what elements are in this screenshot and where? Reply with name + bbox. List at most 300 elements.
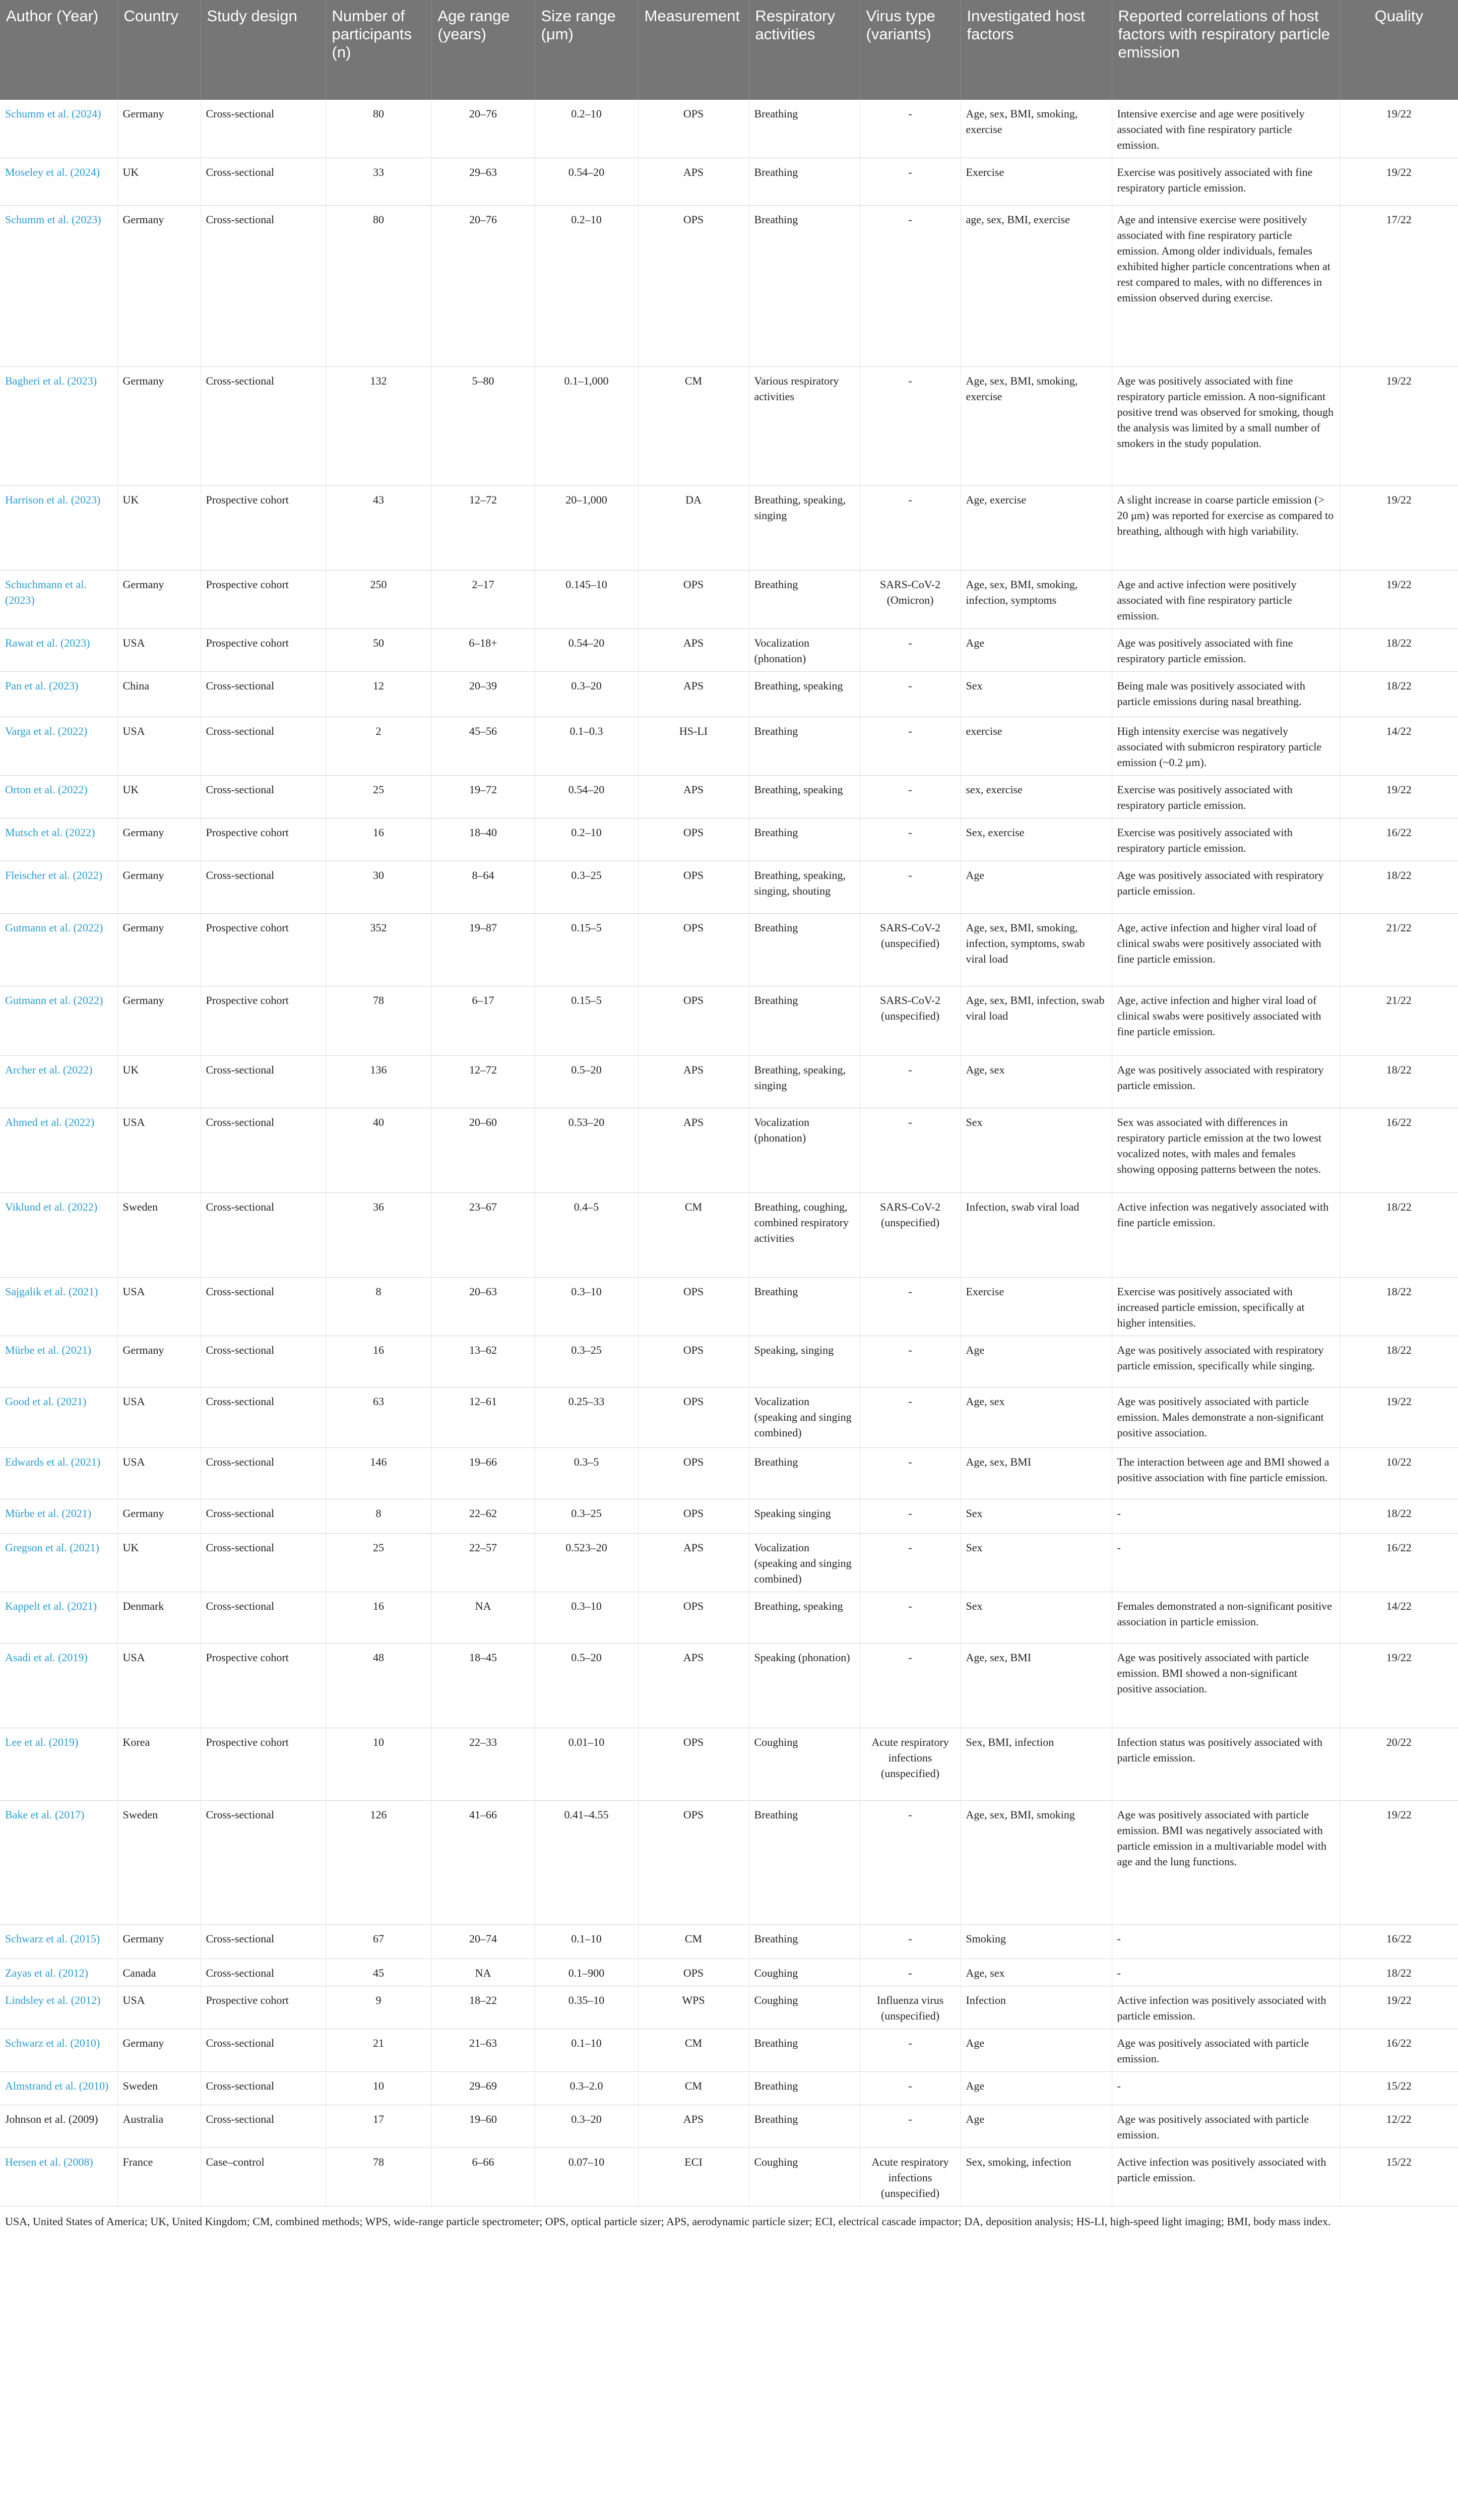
cell-author[interactable]: Gutmann et al. (2022) <box>0 914 117 986</box>
cell-virus-type: - <box>860 158 961 206</box>
cell-measurement: APS <box>638 158 749 206</box>
cell-virus-type: - <box>860 1448 961 1499</box>
cell-host-factors: Age <box>961 629 1112 672</box>
cell-quality: 19/22 <box>1340 486 1458 571</box>
cell-virus-type: - <box>860 776 961 818</box>
cell-virus-type: - <box>860 1056 961 1108</box>
cell-measurement: OPS <box>638 818 749 861</box>
cell-measurement: DA <box>638 486 749 571</box>
header-row <box>0 0 1458 100</box>
cell-study-design: Cross-sectional <box>201 717 326 776</box>
cell-participants: 40 <box>326 1108 431 1193</box>
cell-size-range: 0.41–4.55 <box>535 1801 638 1925</box>
cell-virus-type: SARS-CoV-2 (Omicron) <box>860 571 961 629</box>
cell-measurement: OPS <box>638 986 749 1056</box>
cell-study-design: Prospective cohort <box>201 629 326 672</box>
cell-size-range: 0.3–20 <box>535 672 638 717</box>
cell-correlations: Age was positively associated with particle emission. BMI showed a non-significant positive association. <box>1112 1644 1340 1728</box>
cell-host-factors: exercise <box>961 717 1112 776</box>
cell-participants: 30 <box>326 861 431 914</box>
table-row <box>0 1108 1458 1193</box>
cell-age-range: NA <box>431 1959 535 1986</box>
cell-participants: 63 <box>326 1388 431 1448</box>
cell-host-factors: Age, sex, BMI <box>961 1448 1112 1499</box>
cell-size-range: 0.3–2.0 <box>535 2072 638 2105</box>
table-header <box>0 0 1458 100</box>
cell-study-design: Cross-sectional <box>201 1108 326 1193</box>
cell-participants: 8 <box>326 1499 431 1534</box>
cell-age-range: 20–63 <box>431 1278 535 1336</box>
cell-host-factors: Sex <box>961 1534 1112 1592</box>
cell-participants: 43 <box>326 486 431 571</box>
cell-age-range: 22–33 <box>431 1728 535 1801</box>
cell-age-range: 19–72 <box>431 776 535 818</box>
cell-virus-type: - <box>860 206 961 367</box>
table-row <box>0 1388 1458 1448</box>
cell-respiratory-activities: Breathing, speaking, singing, shouting <box>749 861 860 914</box>
cell-correlations: Intensive exercise and age were positively associated with fine respiratory particle emission. <box>1112 100 1340 158</box>
cell-age-range: 22–62 <box>431 1499 535 1534</box>
cell-size-range: 0.54–20 <box>535 629 638 672</box>
cell-virus-type: - <box>860 818 961 861</box>
cell-participants: 78 <box>326 2148 431 2207</box>
cell-host-factors: Exercise <box>961 1278 1112 1336</box>
cell-correlations: Age was positively associated with particle emission. BMI was negatively associated with particle emission in a multivariable model with age and the lung functions. <box>1112 1801 1340 1925</box>
cell-quality: 18/22 <box>1340 1336 1458 1388</box>
header-host-factors: Investigated host factors <box>961 0 1112 100</box>
cell-country: Germany <box>117 100 201 158</box>
cell-correlations: - <box>1112 1534 1340 1592</box>
cell-author[interactable]: Schuchmann et al. (2023) <box>0 571 117 629</box>
cell-author[interactable]: Hersen et al. (2008) <box>0 2148 117 2207</box>
header-correlations: Reported correlations of host factors with respiratory particle emission <box>1112 0 1340 100</box>
cell-study-design: Cross-sectional <box>201 1499 326 1534</box>
cell-age-range: 6–66 <box>431 2148 535 2207</box>
table-row <box>0 2105 1458 2148</box>
cell-age-range: 20–60 <box>431 1108 535 1193</box>
cell-size-range: 0.01–10 <box>535 1728 638 1801</box>
cell-participants: 17 <box>326 2105 431 2148</box>
cell-age-range: 20–76 <box>431 206 535 367</box>
cell-respiratory-activities: Coughing <box>749 1959 860 1986</box>
cell-participants: 50 <box>326 629 431 672</box>
cell-measurement: WPS <box>638 1986 749 2029</box>
cell-quality: 20/22 <box>1340 1728 1458 1801</box>
cell-author[interactable]: Zayas et al. (2012) <box>0 1959 117 1986</box>
cell-participants: 2 <box>326 717 431 776</box>
cell-participants: 8 <box>326 1278 431 1336</box>
cell-quality: 16/22 <box>1340 1108 1458 1193</box>
cell-virus-type: - <box>860 1108 961 1193</box>
cell-measurement: APS <box>638 2105 749 2148</box>
cell-respiratory-activities: Breathing <box>749 1801 860 1925</box>
cell-host-factors: Smoking <box>961 1925 1112 1959</box>
cell-author[interactable]: Rawat et al. (2023) <box>0 629 117 672</box>
cell-participants: 146 <box>326 1448 431 1499</box>
cell-author[interactable]: Almstrand et al. (2010) <box>0 2072 117 2105</box>
cell-correlations: Age was positively associated with fine respiratory particle emission. A non-significant positive trend was observed for smoking, though the analysis was limited by a small number of smokers in the study population. <box>1112 367 1340 486</box>
cell-age-range: 12–72 <box>431 1056 535 1108</box>
table-row <box>0 1448 1458 1499</box>
cell-host-factors: Age <box>961 2029 1112 2072</box>
cell-respiratory-activities: Breathing, speaking <box>749 776 860 818</box>
cell-quality: 21/22 <box>1340 914 1458 986</box>
cell-host-factors: Age, sex, BMI <box>961 1644 1112 1728</box>
cell-correlations: Exercise was positively associated with respiratory particle emission. <box>1112 776 1340 818</box>
cell-participants: 25 <box>326 776 431 818</box>
cell-participants: 80 <box>326 100 431 158</box>
cell-author[interactable]: Schwarz et al. (2010) <box>0 2029 117 2072</box>
cell-measurement: OPS <box>638 1278 749 1336</box>
cell-author[interactable]: Archer et al. (2022) <box>0 1056 117 1108</box>
cell-author[interactable]: Schumm et al. (2023) <box>0 206 117 367</box>
cell-age-range: 8–64 <box>431 861 535 914</box>
header-study-design: Study design <box>201 0 326 100</box>
cell-participants: 80 <box>326 206 431 367</box>
cell-measurement: OPS <box>638 1959 749 1986</box>
cell-country: Germany <box>117 861 201 914</box>
cell-participants: 67 <box>326 1925 431 1959</box>
cell-correlations: - <box>1112 2072 1340 2105</box>
cell-virus-type: Influenza virus (unspecified) <box>860 1986 961 2029</box>
cell-host-factors: Exercise <box>961 158 1112 206</box>
cell-age-range: NA <box>431 1592 535 1644</box>
cell-size-range: 0.3–25 <box>535 861 638 914</box>
cell-measurement: APS <box>638 1534 749 1592</box>
cell-participants: 126 <box>326 1801 431 1925</box>
cell-country: USA <box>117 1388 201 1448</box>
cell-measurement: OPS <box>638 1336 749 1388</box>
cell-age-range: 18–22 <box>431 1986 535 2029</box>
cell-host-factors: Age, sex <box>961 1388 1112 1448</box>
cell-correlations: Age was positively associated with fine respiratory particle emission. <box>1112 629 1340 672</box>
cell-correlations: A slight increase in coarse particle emission (> 20 μm) was reported for exercise as compared to breathing, although with high variability. <box>1112 486 1340 571</box>
cell-size-range: 0.53–20 <box>535 1108 638 1193</box>
cell-virus-type: Acute respiratory infections (unspecified) <box>860 1728 961 1801</box>
cell-quality: 16/22 <box>1340 818 1458 861</box>
cell-measurement: HS-LI <box>638 717 749 776</box>
cell-country: Germany <box>117 571 201 629</box>
cell-quality: 15/22 <box>1340 2072 1458 2105</box>
cell-size-range: 0.1–0.3 <box>535 717 638 776</box>
cell-measurement: CM <box>638 2029 749 2072</box>
cell-virus-type: - <box>860 629 961 672</box>
cell-country: Germany <box>117 986 201 1056</box>
cell-country: USA <box>117 1108 201 1193</box>
cell-virus-type: - <box>860 2029 961 2072</box>
cell-correlations: Age and active infection were positively associated with fine respiratory particle emission. <box>1112 571 1340 629</box>
table-row <box>0 100 1458 158</box>
cell-correlations: - <box>1112 1959 1340 1986</box>
cell-author[interactable]: Bagheri et al. (2023) <box>0 367 117 486</box>
cell-quality: 14/22 <box>1340 1592 1458 1644</box>
cell-size-range: 0.1–10 <box>535 2029 638 2072</box>
cell-study-design: Prospective cohort <box>201 486 326 571</box>
cell-host-factors: Age <box>961 1336 1112 1388</box>
cell-respiratory-activities: Breathing <box>749 100 860 158</box>
table-row <box>0 1986 1458 2029</box>
cell-author[interactable]: Mürbe et al. (2021) <box>0 1499 117 1534</box>
cell-country: USA <box>117 1644 201 1728</box>
cell-respiratory-activities: Speaking (phonation) <box>749 1644 860 1728</box>
cell-measurement: CM <box>638 2072 749 2105</box>
cell-quality: 10/22 <box>1340 1448 1458 1499</box>
cell-correlations: The interaction between age and BMI showed a positive association with fine particle emission. <box>1112 1448 1340 1499</box>
cell-measurement: APS <box>638 776 749 818</box>
table-row <box>0 672 1458 717</box>
cell-age-range: 12–72 <box>431 486 535 571</box>
cell-measurement: CM <box>638 367 749 486</box>
cell-measurement: OPS <box>638 861 749 914</box>
cell-country: Germany <box>117 206 201 367</box>
cell-study-design: Prospective cohort <box>201 818 326 861</box>
cell-host-factors: Infection, swab viral load <box>961 1193 1112 1278</box>
cell-author[interactable]: Sajgalik et al. (2021) <box>0 1278 117 1336</box>
cell-author[interactable]: Gutmann et al. (2022) <box>0 986 117 1056</box>
cell-country: UK <box>117 1534 201 1592</box>
cell-quality: 18/22 <box>1340 1056 1458 1108</box>
cell-study-design: Cross-sectional <box>201 1336 326 1388</box>
table-row <box>0 1959 1458 1986</box>
cell-study-design: Cross-sectional <box>201 1278 326 1336</box>
cell-participants: 33 <box>326 158 431 206</box>
cell-author[interactable]: Orton et al. (2022) <box>0 776 117 818</box>
cell-author[interactable]: Fleischer et al. (2022) <box>0 861 117 914</box>
cell-age-range: 29–63 <box>431 158 535 206</box>
cell-measurement: CM <box>638 1925 749 1959</box>
cell-measurement: APS <box>638 672 749 717</box>
cell-participants: 25 <box>326 1534 431 1592</box>
table-row <box>0 818 1458 861</box>
cell-correlations: Age was positively associated with particle emission. <box>1112 2105 1340 2148</box>
cell-quality: 19/22 <box>1340 776 1458 818</box>
cell-study-design: Prospective cohort <box>201 571 326 629</box>
cell-country: Sweden <box>117 1193 201 1278</box>
cell-participants: 136 <box>326 1056 431 1108</box>
cell-virus-type: - <box>860 717 961 776</box>
table-row <box>0 2029 1458 2072</box>
cell-participants: 9 <box>326 1986 431 2029</box>
cell-study-design: Cross-sectional <box>201 776 326 818</box>
cell-host-factors: Sex <box>961 1499 1112 1534</box>
table-row <box>0 1925 1458 1959</box>
cell-participants: 250 <box>326 571 431 629</box>
cell-country: USA <box>117 1986 201 2029</box>
cell-respiratory-activities: Vocalization (speaking and singing combined) <box>749 1388 860 1448</box>
cell-study-design: Prospective cohort <box>201 1728 326 1801</box>
cell-host-factors: Age, exercise <box>961 486 1112 571</box>
table-footnote: USA, United States of America; UK, United Kingdom; CM, combined methods; WPS, wide-range particle spectrometer; OPS, optical particle sizer; APS, aerodynamic particle sizer; ECI, electrical cascade impactor; DA, deposition analysis; HS-LI, high-speed light imaging; BMI, body mass index. <box>5 2215 1331 2228</box>
cell-author[interactable]: Mürbe et al. (2021) <box>0 1336 117 1388</box>
cell-correlations: Age was positively associated with particle emission. Males demonstrate a non-significant positive association. <box>1112 1388 1340 1448</box>
cell-country: Denmark <box>117 1592 201 1644</box>
cell-correlations: Being male was positively associated with particle emissions during nasal breathing. <box>1112 672 1340 717</box>
cell-host-factors: Infection <box>961 1986 1112 2029</box>
cell-quality: 16/22 <box>1340 1534 1458 1592</box>
cell-author[interactable]: Edwards et al. (2021) <box>0 1448 117 1499</box>
cell-age-range: 19–66 <box>431 1448 535 1499</box>
header-respiratory-activities: Respiratory activities <box>749 0 860 100</box>
cell-respiratory-activities: Breathing <box>749 206 860 367</box>
header-virus-type: Virus type (variants) <box>860 0 961 100</box>
cell-respiratory-activities: Various respiratory activities <box>749 367 860 486</box>
cell-host-factors: Age, sex, BMI, smoking, exercise <box>961 100 1112 158</box>
cell-size-range: 0.2–10 <box>535 206 638 367</box>
cell-virus-type: - <box>860 1592 961 1644</box>
cell-correlations: - <box>1112 1925 1340 1959</box>
cell-size-range: 0.15–5 <box>535 986 638 1056</box>
table-row <box>0 629 1458 672</box>
header-country: Country <box>117 0 201 100</box>
cell-virus-type: SARS-CoV-2 (unspecified) <box>860 914 961 986</box>
cell-participants: 10 <box>326 2072 431 2105</box>
cell-age-range: 20–74 <box>431 1925 535 1959</box>
cell-author[interactable]: Kappelt et al. (2021) <box>0 1592 117 1644</box>
table-row <box>0 158 1458 206</box>
cell-author[interactable]: Bake et al. (2017) <box>0 1801 117 1925</box>
cell-measurement: OPS <box>638 914 749 986</box>
cell-country: Canada <box>117 1959 201 1986</box>
cell-author[interactable]: Schwarz et al. (2015) <box>0 1925 117 1959</box>
cell-country: Korea <box>117 1728 201 1801</box>
table-row <box>0 1728 1458 1801</box>
cell-virus-type: - <box>860 1278 961 1336</box>
cell-quality: 18/22 <box>1340 1959 1458 1986</box>
cell-respiratory-activities: Breathing, speaking <box>749 1592 860 1644</box>
cell-country: Germany <box>117 367 201 486</box>
cell-participants: 21 <box>326 2029 431 2072</box>
cell-size-range: 0.2–10 <box>535 818 638 861</box>
header-author: Author (Year) <box>0 0 117 100</box>
table-row <box>0 1056 1458 1108</box>
cell-host-factors: Age, sex, BMI, smoking, infection, symptoms <box>961 571 1112 629</box>
table-row <box>0 1801 1458 1925</box>
cell-virus-type: - <box>860 861 961 914</box>
cell-study-design: Cross-sectional <box>201 1534 326 1592</box>
cell-respiratory-activities: Breathing <box>749 2072 860 2105</box>
cell-country: UK <box>117 1056 201 1108</box>
cell-size-range: 0.3–20 <box>535 2105 638 2148</box>
cell-author[interactable]: Varga et al. (2022) <box>0 717 117 776</box>
cell-study-design: Prospective cohort <box>201 986 326 1056</box>
cell-correlations: - <box>1112 1499 1340 1534</box>
cell-age-range: 13–62 <box>431 1336 535 1388</box>
cell-respiratory-activities: Vocalization (phonation) <box>749 629 860 672</box>
cell-study-design: Cross-sectional <box>201 1448 326 1499</box>
cell-quality: 14/22 <box>1340 717 1458 776</box>
cell-quality: 15/22 <box>1340 2148 1458 2207</box>
header-size-range: Size range (μm) <box>535 0 638 100</box>
cell-virus-type: - <box>860 1534 961 1592</box>
cell-correlations: Age was positively associated with respiratory particle emission. <box>1112 861 1340 914</box>
table-row <box>0 1644 1458 1728</box>
cell-study-design: Cross-sectional <box>201 1801 326 1925</box>
cell-country: Germany <box>117 1336 201 1388</box>
cell-host-factors: sex, exercise <box>961 776 1112 818</box>
cell-quality: 18/22 <box>1340 629 1458 672</box>
cell-study-design: Cross-sectional <box>201 1056 326 1108</box>
cell-size-range: 0.07–10 <box>535 2148 638 2207</box>
cell-virus-type: Acute respiratory infections (unspecified) <box>860 2148 961 2207</box>
cell-age-range: 21–63 <box>431 2029 535 2072</box>
cell-age-range: 20–39 <box>431 672 535 717</box>
cell-size-range: 0.1–900 <box>535 1959 638 1986</box>
cell-age-range: 12–61 <box>431 1388 535 1448</box>
cell-country: China <box>117 672 201 717</box>
cell-quality: 19/22 <box>1340 1644 1458 1728</box>
cell-host-factors: Sex <box>961 672 1112 717</box>
cell-quality: 16/22 <box>1340 1925 1458 1959</box>
cell-author[interactable]: Harrison et al. (2023) <box>0 486 117 571</box>
cell-country: USA <box>117 717 201 776</box>
cell-virus-type: - <box>860 1644 961 1728</box>
cell-author[interactable]: Ahmed et al. (2022) <box>0 1108 117 1193</box>
cell-age-range: 6–17 <box>431 986 535 1056</box>
cell-study-design: Cross-sectional <box>201 1592 326 1644</box>
cell-quality: 17/22 <box>1340 206 1458 367</box>
cell-author[interactable]: Schumm et al. (2024) <box>0 100 117 158</box>
cell-author[interactable]: Mutsch et al. (2022) <box>0 818 117 861</box>
cell-age-range: 19–87 <box>431 914 535 986</box>
cell-quality: 12/22 <box>1340 2105 1458 2148</box>
cell-author[interactable]: Good et al. (2021) <box>0 1388 117 1448</box>
cell-study-design: Cross-sectional <box>201 672 326 717</box>
cell-author[interactable]: Viklund et al. (2022) <box>0 1193 117 1278</box>
cell-host-factors: Age, sex, BMI, smoking, exercise <box>961 367 1112 486</box>
cell-study-design: Cross-sectional <box>201 1388 326 1448</box>
cell-respiratory-activities: Breathing <box>749 818 860 861</box>
cell-quality: 18/22 <box>1340 672 1458 717</box>
cell-virus-type: - <box>860 1388 961 1448</box>
cell-measurement: OPS <box>638 1448 749 1499</box>
cell-author[interactable]: Pan et al. (2023) <box>0 672 117 717</box>
cell-size-range: 0.145–10 <box>535 571 638 629</box>
cell-host-factors: Age, sex, BMI, smoking, infection, symptoms, swab viral load <box>961 914 1112 986</box>
cell-quality: 19/22 <box>1340 1801 1458 1925</box>
cell-country: Germany <box>117 818 201 861</box>
cell-quality: 19/22 <box>1340 571 1458 629</box>
cell-size-range: 0.3–25 <box>535 1336 638 1388</box>
cell-size-range: 0.1–10 <box>535 1925 638 1959</box>
cell-respiratory-activities: Speaking, singing <box>749 1336 860 1388</box>
cell-study-design: Cross-sectional <box>201 1925 326 1959</box>
table-row <box>0 2072 1458 2105</box>
cell-respiratory-activities: Breathing <box>749 717 860 776</box>
cell-country: Germany <box>117 914 201 986</box>
cell-author[interactable]: Lindsley et al. (2012) <box>0 1986 117 2029</box>
cell-respiratory-activities: Breathing <box>749 2105 860 2148</box>
cell-host-factors: Sex, smoking, infection <box>961 2148 1112 2207</box>
cell-author[interactable]: Lee et al. (2019) <box>0 1728 117 1801</box>
cell-author[interactable]: Gregson et al. (2021) <box>0 1534 117 1592</box>
cell-author[interactable]: Moseley et al. (2024) <box>0 158 117 206</box>
cell-measurement: OPS <box>638 100 749 158</box>
cell-country: Australia <box>117 2105 201 2148</box>
cell-virus-type: - <box>860 1925 961 1959</box>
cell-correlations: Age, active infection and higher viral load of clinical swabs were positively associated with fine particle emission. <box>1112 914 1340 986</box>
cell-participants: 48 <box>326 1644 431 1728</box>
table-row <box>0 776 1458 818</box>
cell-virus-type: - <box>860 672 961 717</box>
cell-size-range: 0.54–20 <box>535 158 638 206</box>
cell-respiratory-activities: Coughing <box>749 1986 860 2029</box>
cell-author[interactable]: Asadi et al. (2019) <box>0 1644 117 1728</box>
cell-size-range: 0.2–10 <box>535 100 638 158</box>
cell-participants: 352 <box>326 914 431 986</box>
cell-respiratory-activities: Speaking singing <box>749 1499 860 1534</box>
cell-measurement: OPS <box>638 1592 749 1644</box>
cell-size-range: 0.3–10 <box>535 1592 638 1644</box>
